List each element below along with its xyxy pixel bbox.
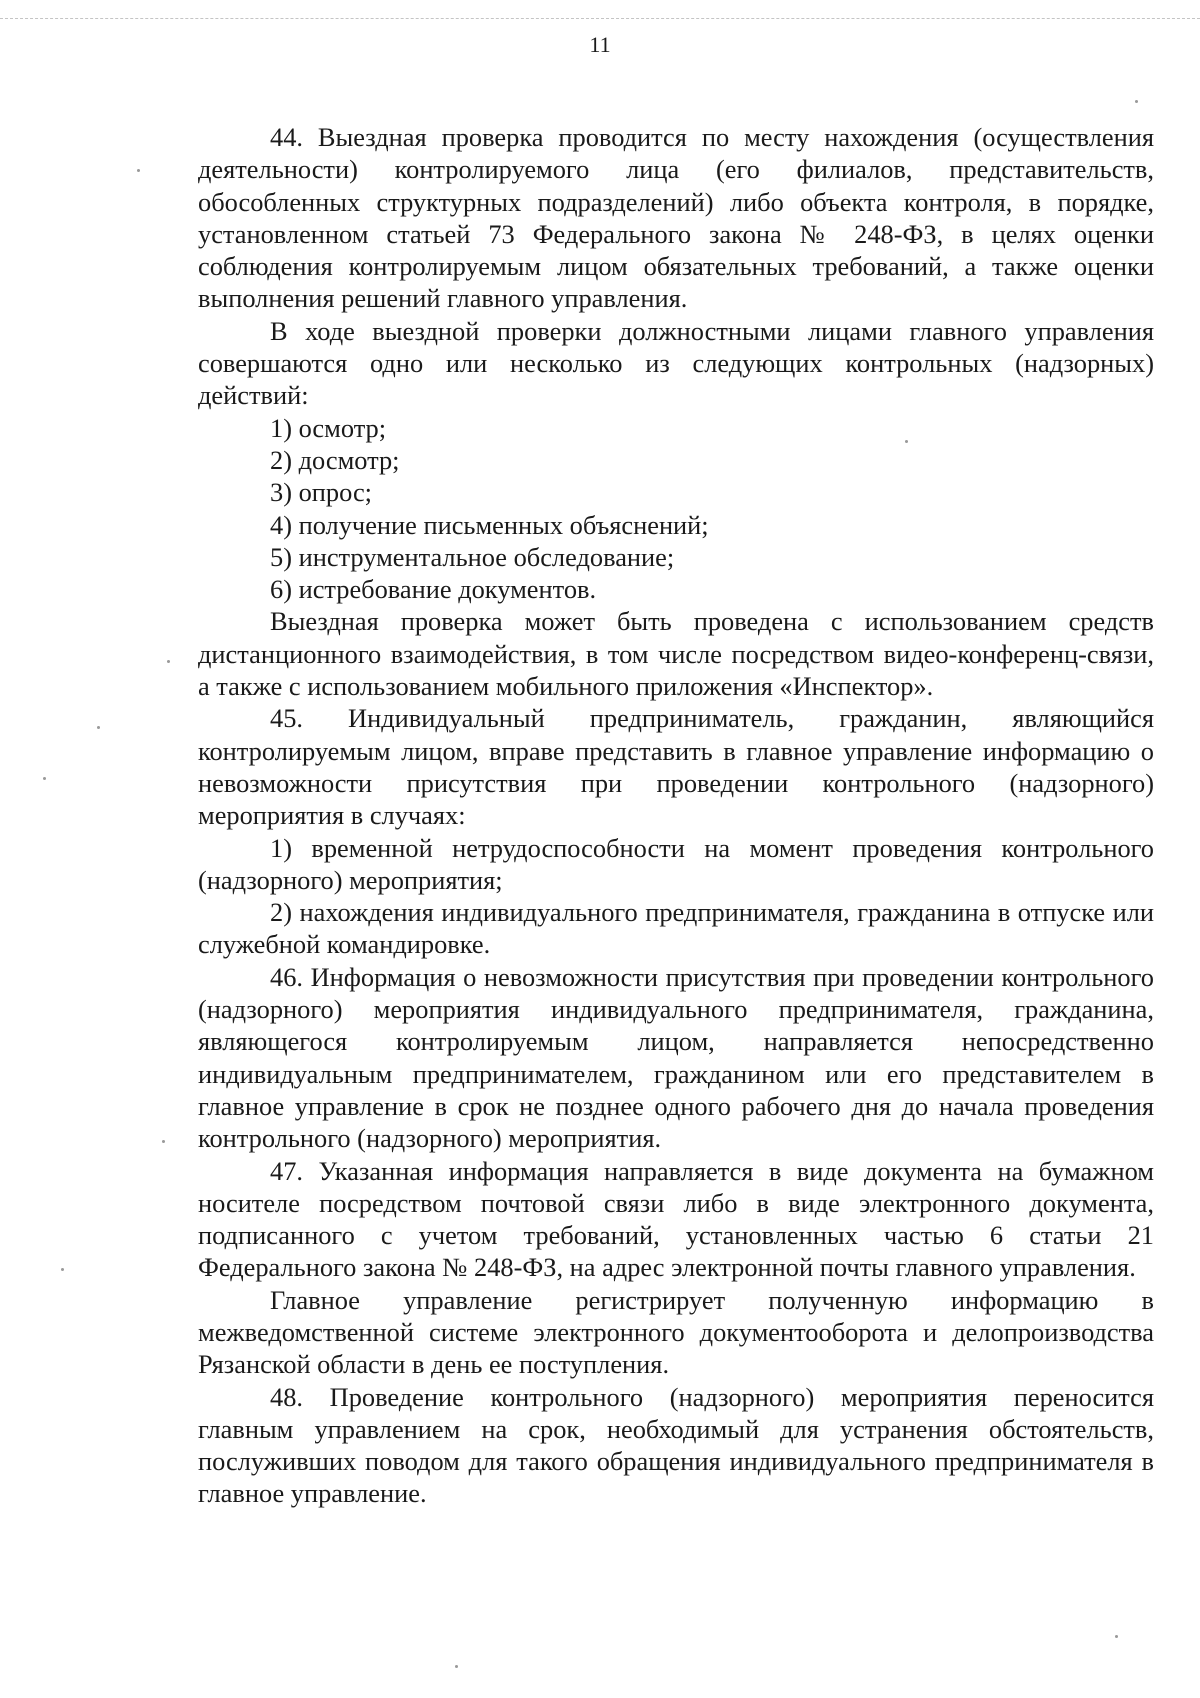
- scan-speck: [137, 169, 140, 172]
- scan-speck: [43, 777, 46, 780]
- document-body: [198, 121, 1154, 1510]
- scan-speck: [1135, 100, 1138, 103]
- scan-top-edge: [0, 18, 1200, 19]
- scan-speck: [167, 660, 170, 663]
- list-item: 1) осмотр;: [270, 412, 387, 443]
- scan-speck: [905, 440, 908, 443]
- paragraph-44-remote: Выездная проверка может быть проведена с использованием средств дистанционного взаимодействия, в том числе посредством видео-конференц-связи, а также с использованием мобильного приложения «Инспектор».: [198, 606, 1154, 702]
- list-item: 2) досмотр;: [270, 444, 400, 475]
- paragraph-48: 48. Проведение контрольного (надзорного) мероприятия переносится главным управлением на срок, необходимый для устранения обстоятельств, послуживших поводом для такого обращения индивидуального предпринимателя в главное управление.: [198, 1381, 1154, 1509]
- paragraph-44-actions-intro: В ходе выездной проверки должностными лицами главного управления совершаются одно или несколько из следующих контрольных (надзорных) действий:: [198, 315, 1154, 411]
- page-number: 11: [589, 32, 611, 57]
- paragraph-45-case-2: 2) нахождения индивидуального предпринимателя, гражданина в отпуске или служебной командировке.: [198, 897, 1154, 960]
- paragraph-45-case-1: 1) временной нетрудоспособности на момент проведения контрольного (надзорного) мероприятия;: [198, 832, 1154, 895]
- paragraph-44: 44. Выездная проверка проводится по месту нахождения (осуществления деятельности) контролируемого лица (его филиалов, представительств, обособленных структурных подразделений) либо объекта контроля, в порядке, установленном статьей 73 Федерального закона № 248-ФЗ, в целях оценки соблюдения контролируемым лицом обязательных требований, а также оценки выполнения решений главного управления.: [198, 122, 1154, 314]
- scan-speck: [162, 1140, 165, 1143]
- scan-speck: [1115, 1635, 1118, 1638]
- scan-speck: [455, 1665, 458, 1668]
- paragraph-46: 46. Информация о невозможности присутствия при проведении контрольного (надзорного) мероприятия индивидуального предпринимателя, гражданина, являющегося контролируемым лицом, направляется непосредственно индивидуальным предпринимателем, гражданином или его представителем в главное управление в срок не позднее одного рабочего дня до начала проведения контрольного (надзорного) мероприятия.: [198, 961, 1154, 1154]
- scan-speck: [97, 726, 100, 729]
- list-item: 5) инструментальное обследование;: [270, 541, 675, 572]
- paragraph-47: 47. Указанная информация направляется в виде документа на бумажном носителе посредством почтовой связи либо в виде электронного документа, подписанного с учетом требований, установленных частью 6 статьи 21 Федерального закона № 248-ФЗ, на адрес электронной почты главного управления.: [198, 1155, 1154, 1283]
- list-item: 4) получение письменных объяснений;: [270, 509, 709, 540]
- scan-speck: [61, 1268, 64, 1271]
- paragraph-45: 45. Индивидуальный предприниматель, гражданин, являющийся контролируемым лицом, вправе представить в главное управление информацию о невозможности присутствия при проведении контрольного (надзорного) мероприятия в случаях:: [198, 703, 1154, 831]
- list-item: 6) истребование документов.: [270, 574, 597, 605]
- list-item: 3) опрос;: [270, 477, 372, 508]
- paragraph-47-registration: Главное управление регистрирует полученную информацию в межведомственной системе электронного документооборота и делопроизводства Рязанской области в день ее поступления.: [198, 1284, 1154, 1380]
